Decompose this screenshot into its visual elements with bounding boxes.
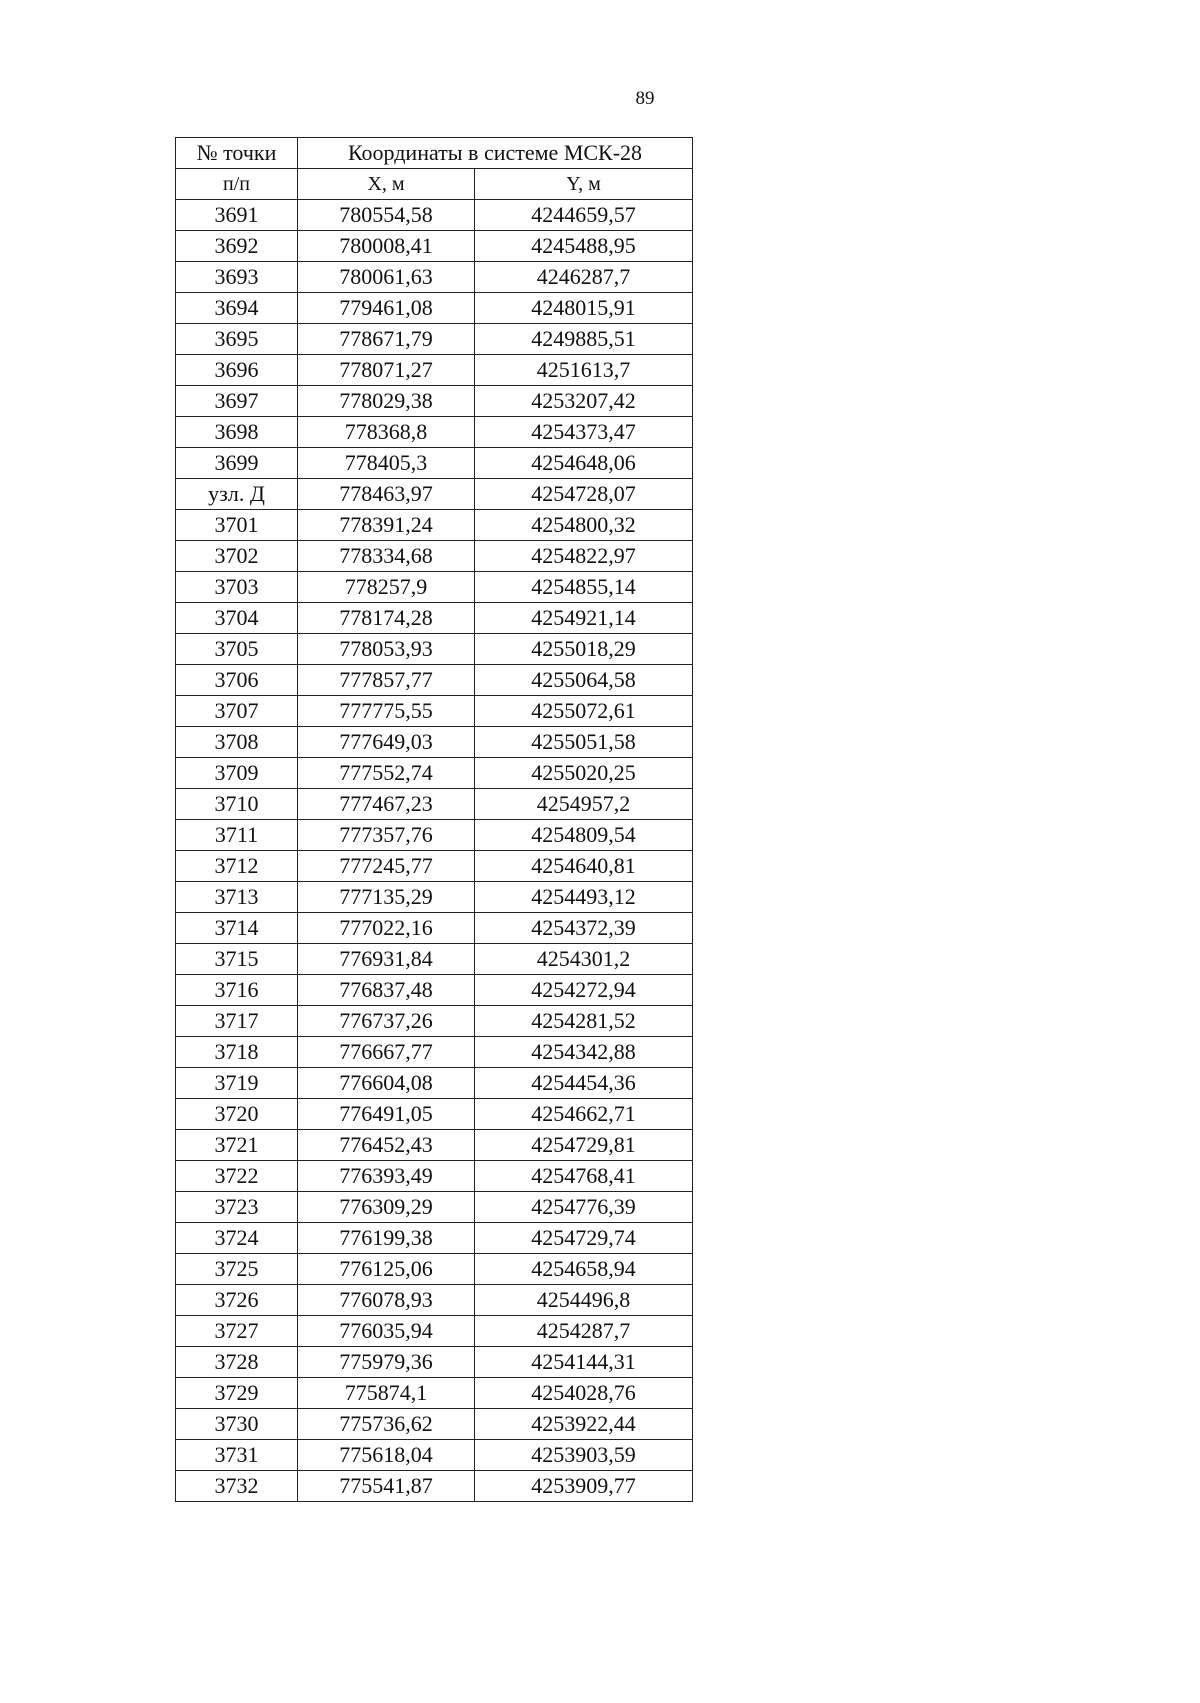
x-coordinate-cell: 777245,77: [298, 851, 475, 882]
y-coordinate-cell: 4254287,7: [475, 1316, 693, 1347]
table-row: [176, 417, 693, 448]
x-coordinate-cell: 778671,79: [298, 324, 475, 355]
table-row: [176, 1409, 693, 1440]
y-coordinate-cell: 4254372,39: [475, 913, 693, 944]
header-y-label: Y, м: [475, 169, 693, 200]
x-coordinate-cell: 775736,62: [298, 1409, 475, 1440]
table-row: [176, 1068, 693, 1099]
x-coordinate-cell: 777022,16: [298, 913, 475, 944]
y-coordinate-cell: 4254342,88: [475, 1037, 693, 1068]
table-row: [176, 1347, 693, 1378]
x-coordinate-cell: 777357,76: [298, 820, 475, 851]
point-cell: 3694: [176, 293, 298, 324]
x-coordinate-cell: 776078,93: [298, 1285, 475, 1316]
y-coordinate-cell: 4253207,42: [475, 386, 693, 417]
point-cell: 3708: [176, 727, 298, 758]
point-cell: 3724: [176, 1223, 298, 1254]
y-coordinate-cell: 4254729,81: [475, 1130, 693, 1161]
point-cell: 3722: [176, 1161, 298, 1192]
x-coordinate-cell: 776309,29: [298, 1192, 475, 1223]
y-coordinate-cell: 4255072,61: [475, 696, 693, 727]
table-row: [176, 882, 693, 913]
x-coordinate-cell: 776199,38: [298, 1223, 475, 1254]
x-coordinate-cell: 777857,77: [298, 665, 475, 696]
table-row: [176, 634, 693, 665]
y-coordinate-cell: 4254662,71: [475, 1099, 693, 1130]
y-coordinate-cell: 4254640,81: [475, 851, 693, 882]
point-cell: 3707: [176, 696, 298, 727]
table-row: [176, 1037, 693, 1068]
table-header: [176, 138, 693, 200]
table-row: [176, 510, 693, 541]
point-cell: 3703: [176, 572, 298, 603]
y-coordinate-cell: 4254454,36: [475, 1068, 693, 1099]
x-coordinate-cell: 776737,26: [298, 1006, 475, 1037]
x-coordinate-cell: 780554,58: [298, 200, 475, 231]
header-point-sub: п/п: [176, 169, 298, 200]
x-coordinate-cell: 775541,87: [298, 1471, 475, 1502]
y-coordinate-cell: 4253903,59: [475, 1440, 693, 1471]
point-cell: 3717: [176, 1006, 298, 1037]
table-row: [176, 231, 693, 262]
table-body: [176, 200, 693, 1502]
x-coordinate-cell: 778257,9: [298, 572, 475, 603]
point-cell: 3728: [176, 1347, 298, 1378]
x-coordinate-cell: 777775,55: [298, 696, 475, 727]
point-cell: 3713: [176, 882, 298, 913]
table-row: [176, 944, 693, 975]
table-row: [176, 355, 693, 386]
x-coordinate-cell: 780008,41: [298, 231, 475, 262]
y-coordinate-cell: 4246287,7: [475, 262, 693, 293]
y-coordinate-cell: 4253922,44: [475, 1409, 693, 1440]
point-cell: 3727: [176, 1316, 298, 1347]
y-coordinate-cell: 4254028,76: [475, 1378, 693, 1409]
x-coordinate-cell: 777649,03: [298, 727, 475, 758]
table-row: [176, 1316, 693, 1347]
table-row: [176, 1006, 693, 1037]
x-coordinate-cell: 777467,23: [298, 789, 475, 820]
table-row: [176, 665, 693, 696]
x-coordinate-cell: 776604,08: [298, 1068, 475, 1099]
header-row-bottom: [176, 169, 693, 200]
y-coordinate-cell: 4254822,97: [475, 541, 693, 572]
table-row: [176, 975, 693, 1006]
point-cell: 3699: [176, 448, 298, 479]
table-row: [176, 1099, 693, 1130]
x-coordinate-cell: 778071,27: [298, 355, 475, 386]
y-coordinate-cell: 4255018,29: [475, 634, 693, 665]
point-cell: 3729: [176, 1378, 298, 1409]
x-coordinate-cell: 778405,3: [298, 448, 475, 479]
page-number: 89: [635, 88, 655, 109]
y-coordinate-cell: 4254301,2: [475, 944, 693, 975]
point-cell: 3698: [176, 417, 298, 448]
table-row: [176, 603, 693, 634]
point-cell: 3709: [176, 758, 298, 789]
point-cell: 3692: [176, 231, 298, 262]
x-coordinate-cell: 776125,06: [298, 1254, 475, 1285]
point-cell: 3721: [176, 1130, 298, 1161]
x-coordinate-cell: 777135,29: [298, 882, 475, 913]
y-coordinate-cell: 4254800,32: [475, 510, 693, 541]
header-point-number: № точки: [176, 138, 298, 169]
y-coordinate-cell: 4254728,07: [475, 479, 693, 510]
table-row: [176, 200, 693, 231]
y-coordinate-cell: 4251613,7: [475, 355, 693, 386]
table-row: [176, 572, 693, 603]
point-cell: 3701: [176, 510, 298, 541]
x-coordinate-cell: 776491,05: [298, 1099, 475, 1130]
point-cell: 3696: [176, 355, 298, 386]
table-row: [176, 1378, 693, 1409]
x-coordinate-cell: 778368,8: [298, 417, 475, 448]
y-coordinate-cell: 4244659,57: [475, 200, 693, 231]
point-cell: 3725: [176, 1254, 298, 1285]
table-row: [176, 789, 693, 820]
point-cell: 3715: [176, 944, 298, 975]
table-row: [176, 479, 693, 510]
y-coordinate-cell: 4254496,8: [475, 1285, 693, 1316]
header-row-top: [176, 138, 693, 169]
table-row: [176, 541, 693, 572]
y-coordinate-cell: 4254957,2: [475, 789, 693, 820]
header-x-label: X, м: [298, 169, 475, 200]
x-coordinate-cell: 775874,1: [298, 1378, 475, 1409]
header-coords-title: Координаты в системе МСК-28: [298, 138, 693, 169]
y-coordinate-cell: 4254648,06: [475, 448, 693, 479]
x-coordinate-cell: 777552,74: [298, 758, 475, 789]
y-coordinate-cell: 4255064,58: [475, 665, 693, 696]
coordinates-table: [175, 137, 693, 1502]
point-cell: 3710: [176, 789, 298, 820]
y-coordinate-cell: 4253909,77: [475, 1471, 693, 1502]
x-coordinate-cell: 776667,77: [298, 1037, 475, 1068]
point-cell: 3726: [176, 1285, 298, 1316]
y-coordinate-cell: 4249885,51: [475, 324, 693, 355]
y-coordinate-cell: 4254373,47: [475, 417, 693, 448]
x-coordinate-cell: 778463,97: [298, 479, 475, 510]
point-cell: 3693: [176, 262, 298, 293]
point-cell: 3706: [176, 665, 298, 696]
point-cell: 3720: [176, 1099, 298, 1130]
point-cell: 3716: [176, 975, 298, 1006]
x-coordinate-cell: 778053,93: [298, 634, 475, 665]
y-coordinate-cell: 4254281,52: [475, 1006, 693, 1037]
table-row: [176, 1471, 693, 1502]
y-coordinate-cell: 4254809,54: [475, 820, 693, 851]
point-cell: 3714: [176, 913, 298, 944]
y-coordinate-cell: 4248015,91: [475, 293, 693, 324]
y-coordinate-cell: 4255020,25: [475, 758, 693, 789]
x-coordinate-cell: 776035,94: [298, 1316, 475, 1347]
y-coordinate-cell: 4254921,14: [475, 603, 693, 634]
y-coordinate-cell: 4254776,39: [475, 1192, 693, 1223]
point-cell: 3730: [176, 1409, 298, 1440]
table-row: [176, 448, 693, 479]
point-cell: 3691: [176, 200, 298, 231]
table-row: [176, 1254, 693, 1285]
point-cell: 3723: [176, 1192, 298, 1223]
point-cell: 3719: [176, 1068, 298, 1099]
table-row: [176, 758, 693, 789]
table-row: [176, 1192, 693, 1223]
y-coordinate-cell: 4254658,94: [475, 1254, 693, 1285]
x-coordinate-cell: 776393,49: [298, 1161, 475, 1192]
table-row: [176, 851, 693, 882]
table-row: [176, 386, 693, 417]
x-coordinate-cell: 775979,36: [298, 1347, 475, 1378]
y-coordinate-cell: 4254768,41: [475, 1161, 693, 1192]
table-row: [176, 262, 693, 293]
x-coordinate-cell: 776837,48: [298, 975, 475, 1006]
x-coordinate-cell: 780061,63: [298, 262, 475, 293]
table-row: [176, 1130, 693, 1161]
point-cell: 3731: [176, 1440, 298, 1471]
y-coordinate-cell: 4254493,12: [475, 882, 693, 913]
x-coordinate-cell: 778174,28: [298, 603, 475, 634]
y-coordinate-cell: 4245488,95: [475, 231, 693, 262]
y-coordinate-cell: 4254272,94: [475, 975, 693, 1006]
point-cell: 3702: [176, 541, 298, 572]
x-coordinate-cell: 779461,08: [298, 293, 475, 324]
table-row: [176, 727, 693, 758]
table-row: [176, 324, 693, 355]
point-cell: 3695: [176, 324, 298, 355]
table-row: [176, 1285, 693, 1316]
y-coordinate-cell: 4254144,31: [475, 1347, 693, 1378]
x-coordinate-cell: 778391,24: [298, 510, 475, 541]
point-cell: 3705: [176, 634, 298, 665]
table-row: [176, 1161, 693, 1192]
x-coordinate-cell: 778334,68: [298, 541, 475, 572]
x-coordinate-cell: 778029,38: [298, 386, 475, 417]
y-coordinate-cell: 4254855,14: [475, 572, 693, 603]
point-cell: 3704: [176, 603, 298, 634]
x-coordinate-cell: 775618,04: [298, 1440, 475, 1471]
point-cell: 3697: [176, 386, 298, 417]
point-cell: 3718: [176, 1037, 298, 1068]
y-coordinate-cell: 4255051,58: [475, 727, 693, 758]
table-row: [176, 913, 693, 944]
table-row: [176, 293, 693, 324]
x-coordinate-cell: 776452,43: [298, 1130, 475, 1161]
y-coordinate-cell: 4254729,74: [475, 1223, 693, 1254]
point-cell: 3712: [176, 851, 298, 882]
table-row: [176, 696, 693, 727]
point-cell: 3711: [176, 820, 298, 851]
x-coordinate-cell: 776931,84: [298, 944, 475, 975]
table-row: [176, 1440, 693, 1471]
point-cell: узл. Д: [176, 479, 298, 510]
table-row: [176, 1223, 693, 1254]
table-row: [176, 820, 693, 851]
point-cell: 3732: [176, 1471, 298, 1502]
